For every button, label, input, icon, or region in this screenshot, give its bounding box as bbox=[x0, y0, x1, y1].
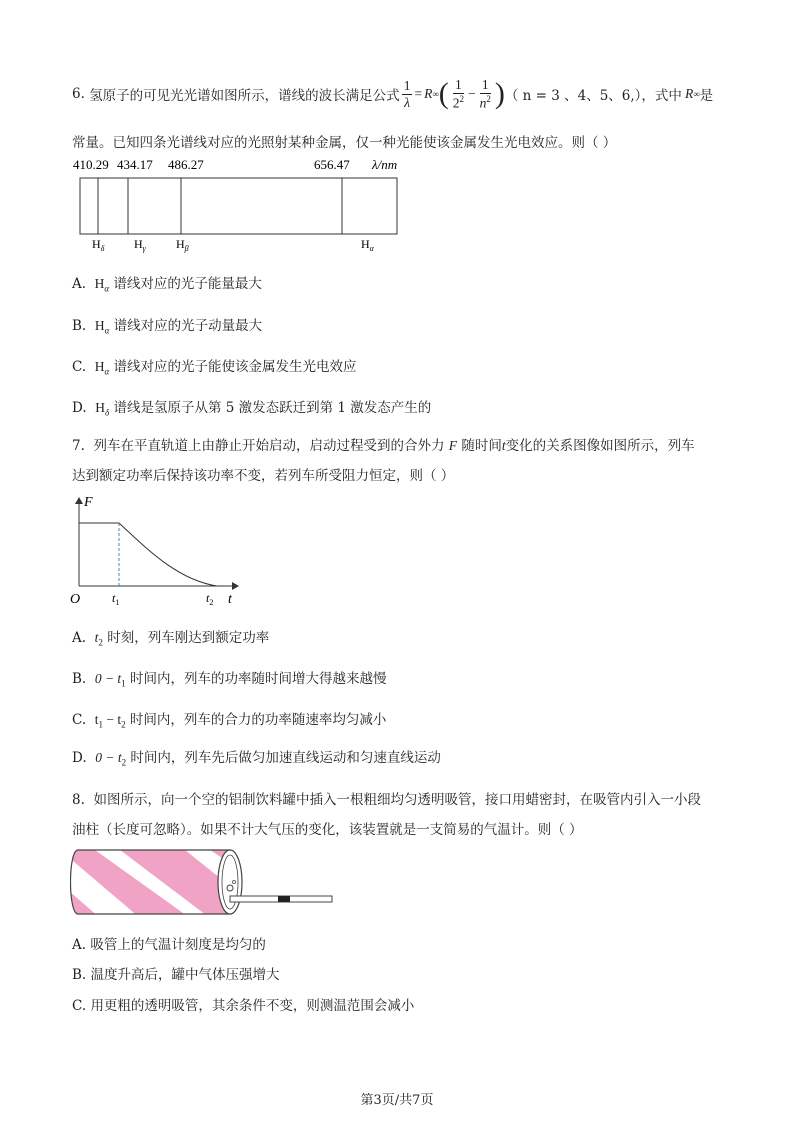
wavelength-label-2: 434.17 bbox=[117, 157, 153, 172]
t1-den: 2 bbox=[452, 95, 460, 111]
force-time-graph bbox=[68, 490, 248, 610]
q6-option-c[interactable]: C. $H_\alpha$ 谱线对应的光子能使该金属发生光电效应 bbox=[72, 359, 357, 377]
q6-number: 6. bbox=[72, 86, 85, 102]
q8-stem-line1: 8. 如图所示，向一个空的铝制饮料罐中插入一根粗细均匀透明吸管，接口用蜡密封，在吸管内引入一小段 bbox=[72, 792, 701, 808]
can-thermometer-diagram bbox=[70, 838, 340, 922]
q6-option-b[interactable]: B. $H_\alpha$ 谱线对应的光子动量最大 bbox=[72, 318, 263, 336]
q7-option-d[interactable]: D. $0 - t_2$ 时间内，列车先后做匀加速直线运动和匀速直线运动 bbox=[72, 750, 441, 768]
tick-label-t1: $t_1$ bbox=[112, 591, 120, 607]
q6-stem-line2: 常量。已知四条光谱线对应的光照射某种金属，仅一种光能使该金属发生光电效应。则（ ） bbox=[72, 135, 617, 151]
formula-R-sub: ∞ bbox=[432, 89, 439, 99]
tick-label-t2: $t_2$ bbox=[206, 591, 214, 607]
q6-option-d[interactable]: D. $H_\delta$ 谱线是氢原子从第 5 激发态跃迁到第 1 激发态产生的 bbox=[72, 400, 432, 418]
q6-R-symbol: R bbox=[684, 86, 694, 101]
q6-tail: 是 bbox=[699, 88, 714, 104]
q8-option-b[interactable]: B. 温度升高后，罐中气体压强增大 bbox=[72, 967, 280, 983]
wavelength-label-3: 486.27 bbox=[168, 157, 204, 172]
paren-close-icon: ) bbox=[494, 77, 505, 110]
line-label-beta: $H_\beta$ bbox=[176, 237, 189, 253]
axis-label-F: F bbox=[84, 495, 93, 510]
lhs-num: 1 bbox=[403, 78, 411, 93]
can-hole-icon bbox=[227, 885, 233, 891]
paren-open-icon: ( bbox=[438, 77, 449, 110]
q6-stem-text: 氢原子的可见光光谱如图所示，谱线的波长满足公式 bbox=[89, 88, 400, 104]
axis-label-t: t bbox=[228, 592, 232, 607]
q7-stem-line2: 达到额定功率后保持该功率不变，若列车所受阻力恒定，则（ ） bbox=[72, 468, 455, 484]
wavelength-unit: λ/nm bbox=[372, 157, 398, 172]
formula-lhs bbox=[402, 79, 413, 109]
t1-den-sup: 2 bbox=[459, 93, 464, 104]
q6-R-symbol-sub: ∞ bbox=[693, 89, 700, 99]
q6-stem-line1 bbox=[72, 79, 713, 109]
q8-option-c[interactable]: C. 用更粗的透明吸管，其余条件不变，则测温范围会减小 bbox=[72, 998, 415, 1014]
oil-column bbox=[278, 896, 290, 902]
q8-stem-line2: 油柱（长度可忽略）。如果不计大气压的变化，该装置就是一支简易的气温计。则（ ） bbox=[72, 822, 583, 838]
formula-term2 bbox=[478, 78, 493, 110]
wavelength-label-4: 656.47 bbox=[314, 157, 350, 172]
formula-eq: = bbox=[414, 86, 423, 101]
t2-den: n bbox=[479, 95, 487, 111]
spectrum-diagram bbox=[70, 156, 410, 256]
force-curve bbox=[79, 523, 217, 586]
wavelength-label-1: 410.29 bbox=[73, 157, 109, 172]
t2-den-sup: 2 bbox=[486, 93, 491, 104]
page-number: 第3页/共7页 bbox=[360, 1093, 434, 1108]
q7-option-b[interactable]: B. $0 - t_1$ 时间内，列车的功率随时间增大得越来越慢 bbox=[72, 671, 387, 689]
q7-option-c[interactable]: C. $t_1 - t_2$ 时间内，列车的合力的功率随速率均匀减小 bbox=[72, 712, 387, 730]
formula-minus: − bbox=[467, 86, 476, 101]
axis-label-O: O bbox=[70, 592, 81, 607]
q8-option-a[interactable]: A. 吸管上的气温计刻度是均匀的 bbox=[72, 937, 266, 953]
formula-R: R bbox=[424, 86, 433, 101]
t1-num: 1 bbox=[454, 77, 462, 93]
q7-option-a[interactable]: A. $t_2$ 时刻，列车刚达到额定功率 bbox=[72, 630, 270, 648]
q6-option-a[interactable]: A. $H_\alpha$ 谱线对应的光子能量最大 bbox=[72, 276, 262, 294]
line-label-alpha: $H_\alpha$ bbox=[361, 237, 374, 253]
line-label-delta: $H_\delta$ bbox=[92, 237, 105, 253]
t2-num: 1 bbox=[481, 77, 489, 93]
formula-term1 bbox=[451, 78, 466, 110]
line-label-gamma: $H_\gamma$ bbox=[134, 237, 146, 253]
lhs-den: λ bbox=[404, 94, 410, 110]
q6-condition: （ n = 3 、4、5、6,），式中 bbox=[504, 88, 682, 104]
q7-stem-line1: 7. 列车在平直轨道上由静止开始启动，启动过程受到的合外力 F 随时间t变化的关系图像如图所示，列车 bbox=[72, 438, 695, 454]
